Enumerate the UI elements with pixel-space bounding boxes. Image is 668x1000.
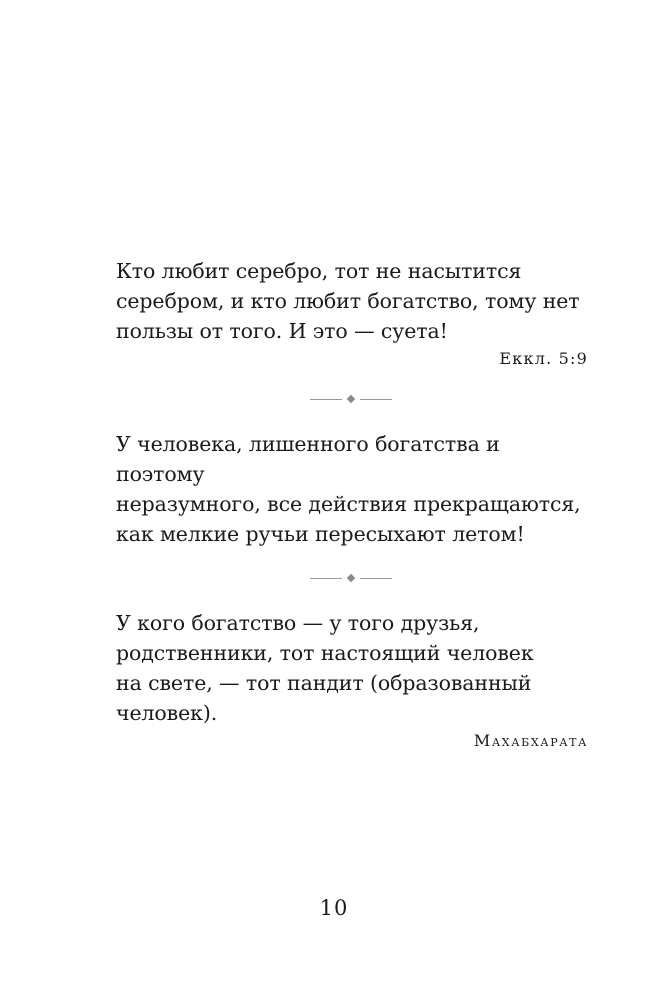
- ornament-divider: [108, 568, 594, 588]
- quote-source: Махабхарата: [473, 731, 588, 750]
- divider-line: [360, 399, 392, 400]
- quote-text: У кого богатство — у того друзья, родственники, тот настоящий человек на свете, — тот пандит (образованный человек).: [116, 611, 534, 725]
- diamond-icon: [347, 395, 355, 403]
- quote-text: У человека, лишенного богатства и поэтому неразумного, все действия прекращаются, как мелкие ручьи пересыхают летом!: [116, 432, 581, 546]
- diamond-icon: [347, 574, 355, 582]
- quote-source: Еккл. 5:9: [499, 349, 588, 368]
- quote-text: Кто любит серебро, тот не насытится серебром, и кто любит богатство, тому нет пользы от того. И это — суета!: [116, 259, 580, 343]
- epigraph-list: [116, 256, 594, 752]
- page-number: 10: [319, 896, 349, 920]
- ornament-divider: [108, 389, 594, 409]
- divider-line: [310, 399, 342, 400]
- quote-2: [116, 429, 594, 549]
- divider-line: [360, 578, 392, 579]
- quote-1: [116, 256, 594, 370]
- quote-3: [116, 608, 594, 752]
- divider-line: [310, 578, 342, 579]
